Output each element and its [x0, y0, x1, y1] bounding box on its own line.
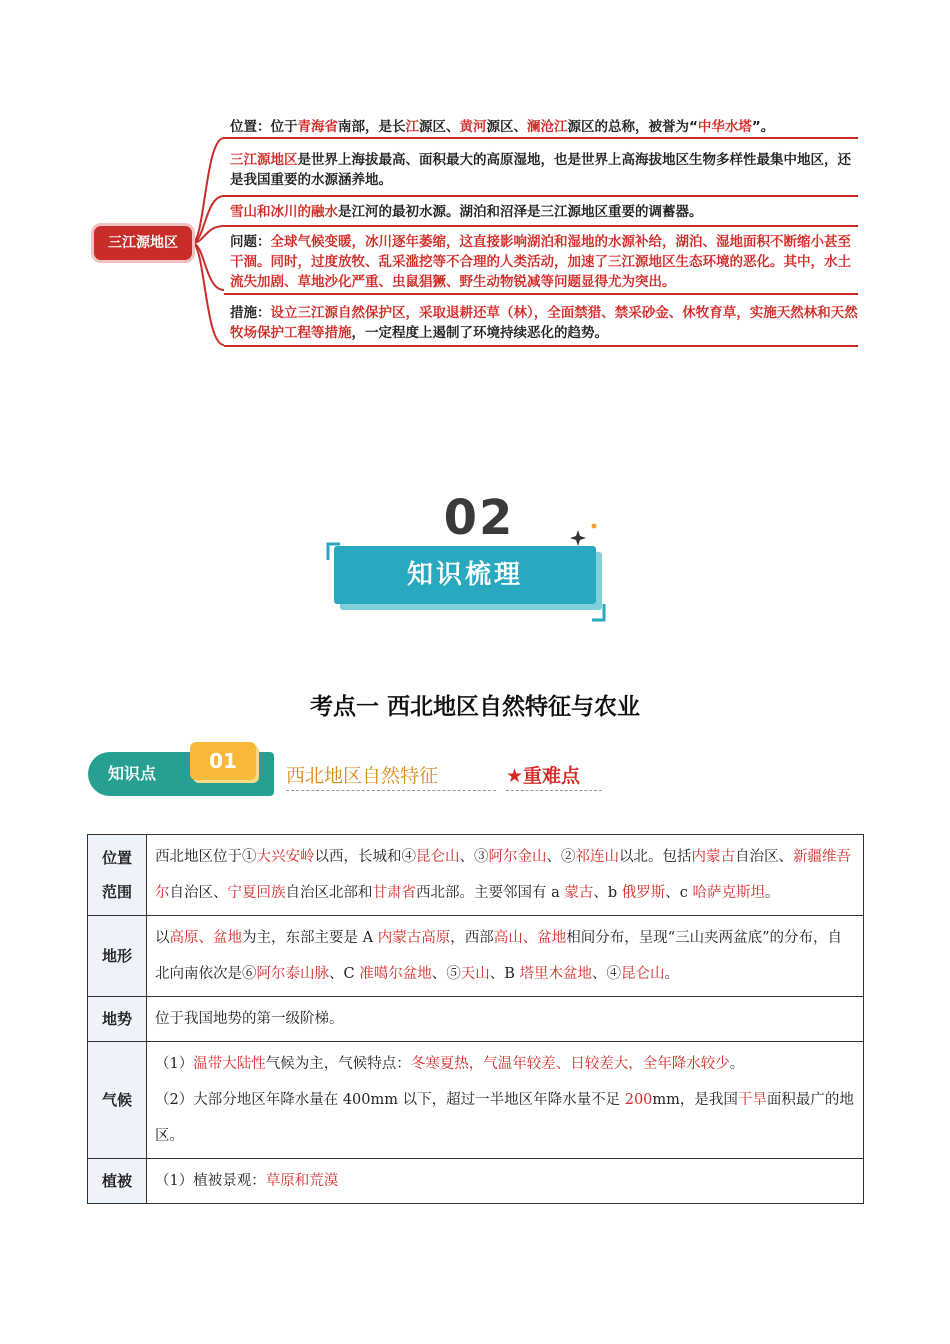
body-text: ，西部 — [450, 930, 494, 946]
body-text: （1） — [155, 1056, 194, 1072]
highlight-text: 中华水塔 — [697, 119, 752, 135]
row-content — [147, 916, 864, 997]
body-text: 源区的总称，被誉为“ — [567, 119, 698, 135]
body-text: 、C — [329, 966, 360, 982]
body-text: 以西，长城和④ — [314, 849, 416, 865]
highlight-text: 俄罗斯 — [621, 885, 666, 901]
highlight-text: 甘肃省 — [372, 885, 416, 901]
body-text: 为主，东部主要是 A — [242, 930, 378, 946]
row-content — [147, 835, 864, 916]
highlight-text: 高山、盆地 — [493, 930, 567, 946]
mindmap-root: 三江源地区 — [94, 226, 192, 260]
highlight-text: 设立三江源自然保护区，采取退耕还草（林），全面禁猎、禁采砂金、休牧育草，实施天然林和天然牧场保护工程等措施 — [230, 305, 858, 341]
body-text: 位置：位于 — [230, 119, 298, 135]
body-text: 。 — [664, 966, 679, 982]
body-text: 自治区、 — [735, 849, 793, 865]
row-header: 植被 — [88, 1159, 147, 1204]
body-text: 源区、 — [419, 119, 460, 135]
highlight-text: 三江源地区 — [230, 152, 298, 168]
body-text: 相间分布，呈现“三山夹两盆底”的分布，自北向南依次是⑥ — [155, 930, 843, 982]
highlight-text: 内蒙古 — [691, 849, 735, 865]
row-header: 位置 范围 — [88, 835, 147, 916]
highlight-text: 宁夏回族 — [227, 885, 286, 901]
highlight-text: 内蒙古高原 — [377, 930, 451, 946]
body-text: 以北。包括 — [619, 849, 692, 865]
badge-number: 02 — [443, 490, 515, 546]
body-text: 西北部。主要邻国有 a — [416, 885, 565, 901]
body-text: 、⑤ — [431, 966, 461, 982]
highlight-text: 阿尔金山 — [488, 849, 547, 865]
body-text: 、④ — [591, 966, 621, 982]
knowledge-table — [87, 834, 864, 1204]
body-text: 、b — [593, 885, 622, 901]
body-text: 西北地区位于① — [155, 849, 257, 865]
body-text: 是江河的最初水源。湖泊和沼泽是三江源地区重要的调蓄器。 — [338, 204, 703, 220]
highlight-text: 草原和荒漠 — [265, 1173, 339, 1189]
section-badge — [326, 490, 626, 630]
highlight-text: 江 — [405, 119, 419, 135]
body-text: 、③ — [459, 849, 489, 865]
highlight-text: 全球气候变暖，冰川逐年萎缩，这直接影响湖泊和湿地的水源补给，湖泊、湿地面积不断缩小甚至干涸。同时，过度放牧、乱采滥挖等不合理的人类活动，加速了三江源地区生态环境的恶化。其中，水土流失加剧、草地沙化严重、虫鼠猖獗、野生动物锐减等问题显得尤为突出。 — [230, 234, 851, 290]
body-text: 自治区北部和 — [285, 885, 373, 901]
knowledge-point-label: 知识点 — [108, 764, 157, 783]
body-text: 是世界上海拔最高、面积最大的高原湿地，也是世界上高海拔地区生物多样性最集中地区，还是我国重要的水源涵养地。 — [230, 152, 851, 188]
body-text: ，一定程度上遏制了环境持续恶化的趋势。 — [351, 325, 608, 341]
body-text: 位于我国地势的第一级阶梯。 — [155, 1011, 344, 1027]
highlight-text: 塔里木盆地 — [519, 966, 592, 982]
body-text: （2）大部分地区年降水量在 400mm 以下，超过一半地区年降水量不足 — [155, 1092, 625, 1108]
row-content — [147, 997, 864, 1042]
mindmap-branch-location — [230, 117, 858, 137]
table-row — [88, 1042, 864, 1159]
body-text: 问题： — [230, 234, 271, 250]
highlight-text: 天山 — [460, 966, 490, 982]
highlight-text: 大兴安岭 — [256, 849, 315, 865]
row-header: 地势 — [88, 997, 147, 1042]
highlight-text: 哈萨克斯坦 — [692, 885, 766, 901]
sparkle-icon — [566, 522, 606, 552]
highlight-text: 昆仑山 — [416, 849, 460, 865]
difficulty-tag: ★重难点 — [506, 761, 602, 791]
table-row — [88, 916, 864, 997]
highlight-text: 高原、盆地 — [169, 930, 242, 946]
highlight-text: 黄河 — [459, 119, 487, 135]
highlight-text: 冬寒夏热，气温年较差、日较差大，全年降水较少 — [410, 1056, 730, 1072]
highlight-text: 昆仑山 — [620, 966, 665, 982]
row-header: 气候 — [88, 1042, 147, 1159]
highlight-text: 200 — [624, 1092, 653, 1108]
highlight-text: 温带大陆性 — [193, 1056, 266, 1072]
knowledge-point-title: 西北地区自然特征 — [286, 761, 496, 791]
body-text: mm，是我国 — [652, 1092, 738, 1108]
branch-underline — [224, 195, 858, 197]
branch-underline — [224, 137, 858, 139]
row-content — [147, 1159, 864, 1204]
highlight-text: 准噶尔盆地 — [359, 966, 432, 982]
body-text: 源区、 — [486, 119, 527, 135]
highlight-text: 祁连山 — [575, 849, 619, 865]
row-header: 地形 — [88, 916, 147, 997]
body-text: 措施： — [230, 305, 271, 321]
body-text: ”。 — [751, 119, 775, 135]
highlight-text: 蒙古 — [564, 885, 594, 901]
section-title: 考点一 西北地区自然特征与农业 — [309, 694, 640, 720]
body-text: 、c — [665, 885, 693, 901]
highlight-text: 阿尔泰山脉 — [256, 966, 329, 982]
highlight-text: 澜沧江 — [527, 119, 568, 135]
branch-underline — [224, 225, 858, 227]
table-row — [88, 997, 864, 1042]
body-text: 、B — [489, 966, 520, 982]
highlight-text: 青海省 — [297, 119, 338, 135]
branch-underline — [224, 293, 858, 295]
row-content — [147, 1042, 864, 1159]
mindmap-branch-wetland — [230, 150, 858, 190]
highlight-text: 雪山和冰川的融水 — [230, 204, 338, 220]
table-row — [88, 835, 864, 916]
body-text: 。 — [765, 885, 780, 901]
body-text: （1）植被景观： — [155, 1173, 266, 1189]
mindmap-branch-problems — [230, 232, 858, 292]
body-text: 。 — [729, 1056, 745, 1072]
highlight-text: 干旱 — [737, 1092, 767, 1108]
body-text: 、② — [546, 849, 576, 865]
body-text: 自治区、 — [169, 885, 228, 901]
body-text: 以 — [155, 930, 170, 946]
body-text: 面积最广的地区。 — [155, 1092, 854, 1144]
mindmap-branch-measures — [230, 303, 858, 343]
body-text: 气候为主，气候特点： — [265, 1056, 411, 1072]
body-text: 南部，是长 — [338, 119, 406, 135]
branch-underline — [224, 345, 858, 347]
mindmap-branch-water-source — [230, 202, 858, 222]
badge-title: 知识梳理 — [406, 560, 523, 590]
highlight-text: 新疆维吾尔 — [155, 849, 851, 901]
table-row — [88, 1159, 864, 1204]
knowledge-point-number: 01 — [190, 742, 256, 780]
